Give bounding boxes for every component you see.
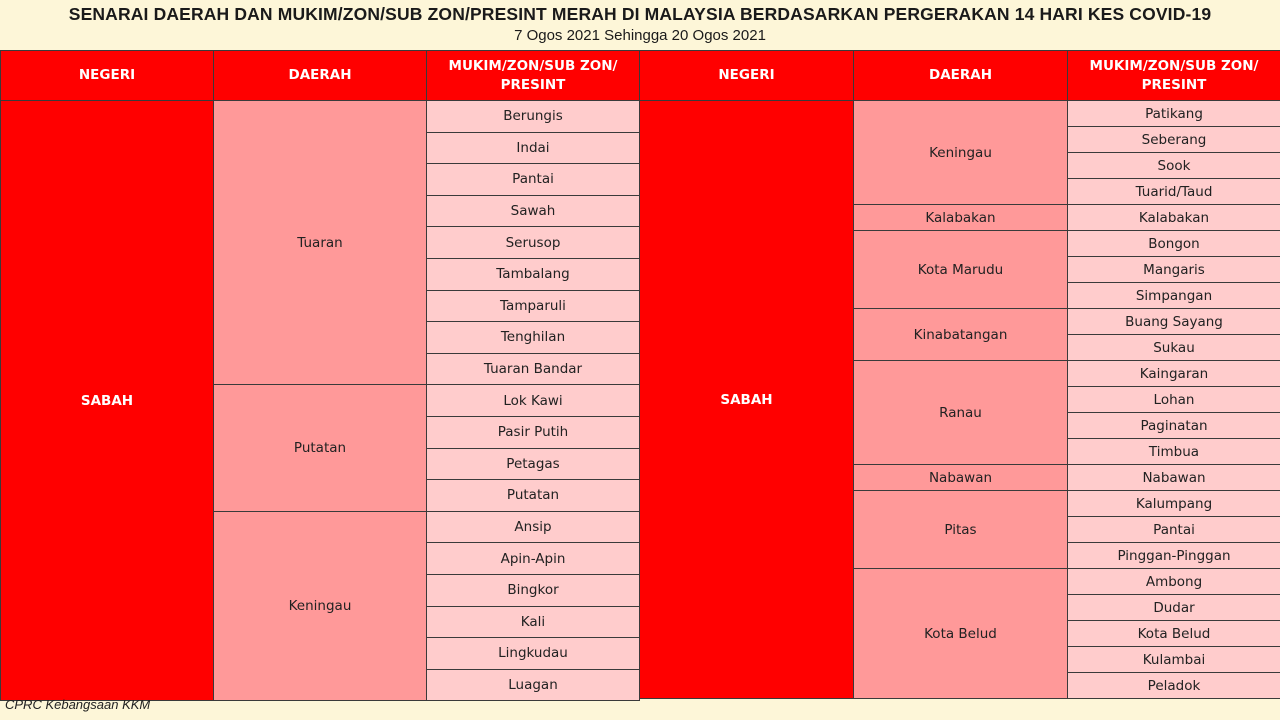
mukim-cell: Peladok [1068, 673, 1280, 699]
district-cell: Ranau [854, 361, 1068, 465]
state-cell: SABAH [1, 101, 214, 701]
column-header-daerah: DAERAH [854, 51, 1068, 101]
right-zone-table [639, 50, 1280, 699]
mukim-cell: Nabawan [1068, 465, 1280, 491]
district-cell: Keningau [854, 101, 1068, 205]
mukim-cell: Tambalang [427, 258, 640, 290]
mukim-cell: Patikang [1068, 101, 1280, 127]
mukim-cell: Seberang [1068, 127, 1280, 153]
mukim-cell: Lohan [1068, 387, 1280, 413]
mukim-cell: Tuarid/Taud [1068, 179, 1280, 205]
mukim-cell: Berungis [427, 101, 640, 133]
mukim-cell: Dudar [1068, 595, 1280, 621]
column-header-negeri: NEGERI [640, 51, 854, 101]
state-cell: SABAH [640, 101, 854, 699]
left-zone-table [0, 50, 640, 701]
mukim-cell: Timbua [1068, 439, 1280, 465]
column-header-negeri: NEGERI [1, 51, 214, 101]
column-header-mukim-line2: PRESINT [1141, 76, 1207, 93]
district-cell: Pitas [854, 491, 1068, 569]
mukim-cell: Serusop [427, 227, 640, 259]
mukim-cell: Pinggan-Pinggan [1068, 543, 1280, 569]
mukim-cell: Sook [1068, 153, 1280, 179]
mukim-cell: Ambong [1068, 569, 1280, 595]
district-cell: Kalabakan [854, 205, 1068, 231]
mukim-cell: Petagas [427, 448, 640, 480]
mukim-cell: Putatan [427, 480, 640, 512]
district-cell: Keningau [214, 511, 427, 701]
mukim-cell: Luagan [427, 669, 640, 701]
column-header-mukim [427, 51, 640, 101]
column-header-mukim-line1: MUKIM/ZON/SUB ZON/ [448, 57, 618, 74]
mukim-cell: Lok Kawi [427, 385, 640, 417]
mukim-cell: Pantai [427, 164, 640, 196]
mukim-cell: Lingkudau [427, 638, 640, 670]
page-title: SENARAI DAERAH DAN MUKIM/ZON/SUB ZON/PRESINT MERAH DI MALAYSIA BERDASARKAN PERGERAKAN 14 HARI KES COVID-19 [68, 4, 1212, 24]
mukim-cell: Kali [427, 606, 640, 638]
district-cell: Kinabatangan [854, 309, 1068, 361]
mukim-cell: Kulambai [1068, 647, 1280, 673]
district-cell: Kota Belud [854, 569, 1068, 699]
header-row [640, 51, 1280, 101]
mukim-cell: Paginatan [1068, 413, 1280, 439]
mukim-cell: Pantai [1068, 517, 1280, 543]
mukim-cell: Sukau [1068, 335, 1280, 361]
column-header-mukim-line1: MUKIM/ZON/SUB ZON/ [1089, 57, 1259, 74]
mukim-cell: Tuaran Bandar [427, 353, 640, 385]
column-header-mukim [1068, 51, 1280, 101]
mukim-cell: Kalabakan [1068, 205, 1280, 231]
mukim-cell: Tamparuli [427, 290, 640, 322]
mukim-cell: Buang Sayang [1068, 309, 1280, 335]
source-footer: CPRC Kebangsaan KKM [5, 697, 151, 712]
column-header-daerah: DAERAH [214, 51, 427, 101]
mukim-cell: Bingkor [427, 574, 640, 606]
mukim-cell: Ansip [427, 511, 640, 543]
zone-table [0, 50, 640, 701]
date-range-subtitle: 7 Ogos 2021 Sehingga 20 Ogos 2021 [514, 27, 766, 44]
mukim-cell: Mangaris [1068, 257, 1280, 283]
table-row [640, 101, 1280, 127]
mukim-cell: Bongon [1068, 231, 1280, 257]
district-cell: Putatan [214, 385, 427, 511]
table-row [1, 101, 640, 133]
mukim-cell: Kalumpang [1068, 491, 1280, 517]
district-cell: Kota Marudu [854, 231, 1068, 309]
district-cell: Nabawan [854, 465, 1068, 491]
mukim-cell: Kota Belud [1068, 621, 1280, 647]
district-cell: Tuaran [214, 101, 427, 385]
mukim-cell: Sawah [427, 195, 640, 227]
mukim-cell: Kaingaran [1068, 361, 1280, 387]
mukim-cell: Apin-Apin [427, 543, 640, 575]
zone-table [639, 50, 1280, 699]
column-header-mukim-line2: PRESINT [500, 76, 566, 93]
mukim-cell: Indai [427, 132, 640, 164]
mukim-cell: Tenghilan [427, 322, 640, 354]
mukim-cell: Simpangan [1068, 283, 1280, 309]
header-row [1, 51, 640, 101]
mukim-cell: Pasir Putih [427, 416, 640, 448]
